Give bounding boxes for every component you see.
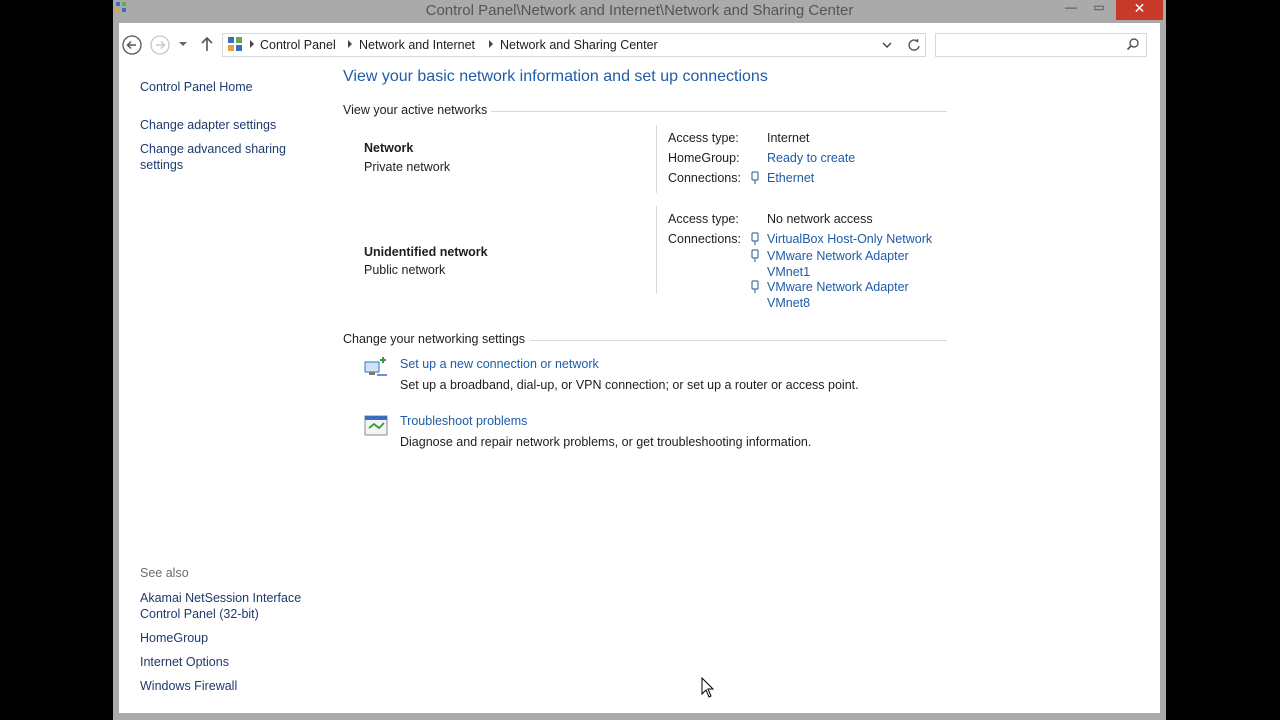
vmnet8-connection-link-line2[interactable]: VMnet8 [767, 296, 811, 310]
change-advanced-sharing-settings-link[interactable]: Change advanced sharing [140, 142, 286, 156]
network-adapter-icon [750, 280, 760, 294]
network-name: Network [364, 141, 414, 155]
troubleshoot-problems-link[interactable]: Troubleshoot problems [400, 414, 528, 428]
access-type-value: No network access [767, 212, 873, 226]
new-connection-icon [363, 356, 389, 380]
virtualbox-connection-link[interactable]: VirtualBox Host-Only Network [767, 232, 933, 246]
connections-label: Connections: [668, 232, 741, 246]
troubleshoot-problems-description: Diagnose and repair network problems, or get troubleshooting information. [400, 435, 812, 449]
breadcrumb-chevron-icon[interactable] [345, 37, 355, 51]
vmnet1-connection-link[interactable]: VMware Network Adapter [767, 249, 909, 263]
networking-settings-heading: Change your networking settings [343, 332, 526, 346]
network-category: Public network [364, 263, 446, 277]
back-button[interactable] [121, 34, 143, 56]
mouse-cursor-icon [701, 677, 715, 699]
network-adapter-icon [750, 249, 760, 263]
breadcrumb-control-panel[interactable]: Control Panel [260, 38, 336, 52]
client-area [119, 23, 1160, 713]
section-divider [491, 111, 947, 112]
internet-options-link[interactable]: Internet Options [140, 655, 229, 669]
control-panel-icon [227, 36, 243, 52]
vertical-divider [656, 206, 657, 294]
ethernet-icon [750, 171, 760, 185]
address-field[interactable] [222, 33, 904, 57]
homegroup-label: HomeGroup: [668, 151, 740, 165]
search-input[interactable] [940, 36, 1124, 56]
troubleshoot-icon [363, 414, 389, 438]
address-dropdown-chevron-icon[interactable] [881, 39, 893, 51]
access-type-value: Internet [767, 131, 810, 145]
breadcrumb-network-and-sharing-center[interactable]: Network and Sharing Center [500, 38, 658, 52]
vmnet8-connection-link[interactable]: VMware Network Adapter [767, 280, 909, 294]
access-type-label: Access type: [668, 212, 739, 226]
refresh-button[interactable] [903, 33, 926, 57]
control-panel-home-link[interactable]: Control Panel Home [140, 80, 253, 94]
homegroup-ready-link[interactable]: Ready to create [767, 151, 856, 165]
forward-button[interactable] [149, 34, 171, 56]
up-arrow-icon[interactable] [199, 35, 215, 53]
windows-firewall-link[interactable]: Windows Firewall [140, 679, 238, 693]
title-bar[interactable] [113, 0, 1166, 23]
breadcrumb-chevron-icon[interactable] [486, 37, 496, 51]
window-title: Control Panel\Network and Internet\Network and Sharing Center [425, 2, 854, 19]
akamai-netsession-link-line2[interactable]: Control Panel (32-bit) [140, 607, 259, 621]
search-box[interactable] [935, 33, 1147, 57]
search-icon[interactable] [1126, 37, 1140, 51]
active-networks-heading: View your active networks [343, 103, 488, 117]
control-panel-window [113, 0, 1166, 720]
minimize-button[interactable]: — [1065, 0, 1077, 14]
maximize-button[interactable]: ▭ [1093, 0, 1105, 14]
vmnet1-connection-link-line2[interactable]: VMnet1 [767, 265, 811, 279]
network-category: Private network [364, 160, 451, 174]
vertical-divider [656, 125, 657, 193]
network-name: Unidentified network [364, 245, 488, 259]
recent-locations-chevron-icon[interactable] [177, 37, 189, 51]
see-also-heading: See also [140, 566, 189, 580]
close-button[interactable]: ✕ [1116, 0, 1163, 20]
breadcrumb-chevron-icon[interactable] [247, 37, 257, 51]
change-adapter-settings-link[interactable]: Change adapter settings [140, 118, 277, 132]
breadcrumb-network-and-internet[interactable]: Network and Internet [359, 38, 476, 52]
access-type-label: Access type: [668, 131, 739, 145]
section-divider [530, 340, 947, 341]
ethernet-connection-link[interactable]: Ethernet [767, 171, 815, 185]
akamai-netsession-link[interactable]: Akamai NetSession Interface [140, 591, 302, 605]
setup-new-connection-description: Set up a broadband, dial-up, or VPN connection; or set up a router or access point. [400, 378, 859, 392]
change-advanced-sharing-settings-link-line2[interactable]: settings [140, 158, 184, 172]
navigation-bar [119, 23, 1160, 67]
homegroup-link[interactable]: HomeGroup [140, 631, 209, 645]
setup-new-connection-link[interactable]: Set up a new connection or network [400, 357, 599, 371]
connections-label: Connections: [668, 171, 741, 185]
network-adapter-icon [750, 232, 760, 246]
page-title: View your basic network information and set up connections [343, 68, 768, 85]
